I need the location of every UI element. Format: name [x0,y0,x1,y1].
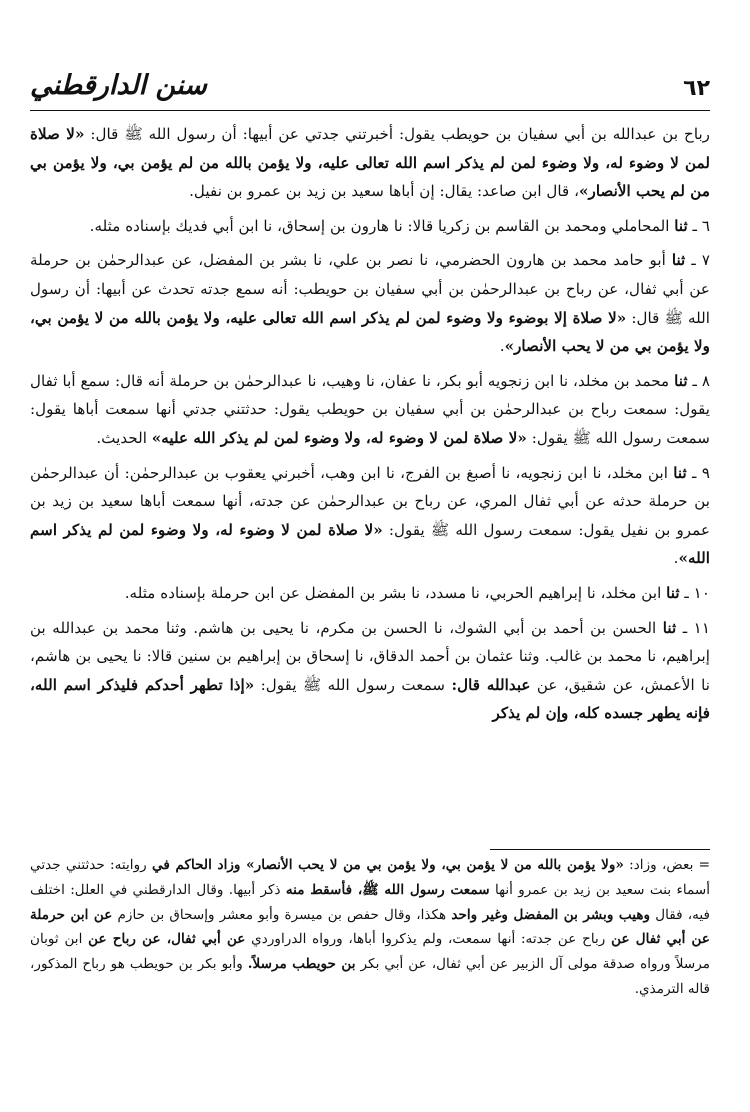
main-text [30,120,710,728]
bold-run: عن أبي ثفال، عن رباح عن [88,931,246,948]
header-rule [30,110,710,111]
text-run: . [673,549,679,568]
narration-keyword: ثنا [673,463,687,482]
text-run: = بعض، وزاد: [623,857,711,873]
hadith-text: «لا صلاة لمن لا وضوء له، ولا وضوء لمن لم يذكر اسم الله» [30,520,710,568]
narration-keyword: ثنا [674,216,688,235]
text-run: . [499,337,505,356]
hadith-11 [30,614,710,728]
hadith-number: ١١ ـ [676,618,710,637]
text-run: أبو حامد محمد بن هارون الحضرمي، نا نصر بن علي، نا بشر بن المفضل، عن عبدالرحمٰن بن حرملة عن أبي ثفال، عن رباح بن عبدالرحمٰن بن أبي سفيان بن حويطب: أنه سمع جدته تحدث عن أبيها: أن رسول الله ﷺ قال: [30,251,710,327]
narration-keyword: ثنا [671,251,686,270]
text-run: وأبو بكر بن حويطب هو رباح المذكور، قاله الترمذي. [30,956,710,997]
hadith-6 [30,212,710,241]
narration-keyword: ثنا [662,618,677,637]
text-run: رباح عن جدته: أنها سمعت، ولم يذكروا أباها، ورواه الدراوردي [245,931,612,948]
hadith-number: ١٠ ـ [679,583,710,602]
hadith-number: ٧ ـ [685,251,710,270]
bold-run: سمعت رسول الله ﷺ، فأسقط منه [285,881,490,898]
hadith-text: «لا صلاة لمن لا وضوء له، ولا وضوء لمن لم يذكر الله عليه» [151,428,527,447]
text-run: هكذا، وقال حفص بن ميسرة وأبو معشر وإسحاق بن حازم [112,906,452,923]
text-run: ، قال ابن صاعد: يقال: إن أباها سعيد بن زيد بن عمرو بن نفيل. [189,182,580,201]
narrator-name: عبدالله قال: [451,675,531,694]
bold-run: بن حويطب مرسلاً. [247,956,356,973]
bold-run: عن ابن حرملة عن أبي ثفال عن [30,906,711,948]
bold-run: وهيب وبشر بن المفضل وغير واحد [451,906,651,923]
text-run: محمد بن مخلد، نا ابن زنجويه أبو بكر، نا عفان، نا وهيب، نا عبدالرحمٰن بن حرملة أنه قال: سمع أبا ثفال يقول: سمعت رباح بن عبدالرحمٰن بن أبي سفيان بن حويطب يقول: حدثتني جدتي أنها سمعت أباها يقول: سمعت رسول الله ﷺ يقول: [30,371,710,447]
narration-keyword: ثنا [674,371,688,390]
narration-keyword: ثنا [666,583,680,602]
hadith-text: «إذا تطهر أحدكم فليذكر اسم الله، فإنه يطهر جسده كله، وإن لم يذكر [30,675,710,723]
hadith-9 [30,459,710,573]
running-title: سنن الدارقطني [30,70,207,101]
hadith-8 [30,367,710,453]
hadith-number: ٦ ـ [687,216,710,235]
hadith-number: ٩ ـ [686,463,710,482]
text-run: سمعت رسول الله ﷺ يقول: [254,675,452,694]
text-run: ابن ثوبان مرسلاً ورواه صدقة مولى آل الزبير عن أبي ثفال، عن أبي بكر [30,931,710,973]
text-run: الحديث. [96,428,152,447]
paragraph-continuation [30,120,710,206]
hadith-number: ٨ ـ [687,371,710,390]
hadith-text: «لا صلاة إلا بوضوء ولا وضوء لمن لم يذكر اسم الله تعالى عليه، ولا يؤمن بالله من لا يؤمن بي، ولا يؤمن بي من لا يحب الأنصار» [30,308,710,356]
text-run: ابن مخلد، نا إبراهيم الحربي، نا مسدد، نا بشر بن المفضل عن ابن حرملة بإسناده مثله. [124,583,667,602]
text-run: رباح بن عبدالله بن أبي سفيان بن حويطب يقول: أخبرتني جدتي عن أبيها: أن رسول الله ﷺ قال: [84,125,711,143]
text-run: المحاملي ومحمد بن القاسم بن زكريا قالا: نا هارون بن إسحاق، نا ابن أبي فديك بإسناده مثله. [89,216,675,235]
page-header [30,70,710,114]
text-run: الحسن بن أحمد بن أبي الشوك، نا الحسن بن مكرم، نا يحيى بن هاشم. وثنا محمد بن عبدالله بن إبراهيم، نا محمد بن غالب. وثنا عثمان بن أحمد الدقاق، نا إسحاق بن إبراهيم بن سنين قالا: نا يحيى بن هاشم، نا الأعمش، عن شقيق، عن [30,618,710,694]
footnote-rule [490,849,710,850]
hadith-10 [30,579,710,608]
text-run: ابن مخلد، نا ابن زنجويه، نا أصبغ بن الفرج، نا ابن وهب، أخبرني يعقوب بن عبدالرحمٰن: أن عبدالرحمٰن بن حرملة حدثه عن أبي ثفال المري، عن رباح بن عبدالرحمٰن عن جدته، أنها سمعت أباها سعيد بن زيد بن عمرو بن نفيل يقول: سمعت رسول الله ﷺ يقول: [30,463,711,539]
hadith-text: «لا صلاة لمن لا وضوء له، ولا وضوء لمن لم يذكر اسم الله تعالى عليه، ولا يؤمن بالله من لم يؤمن بي، ولا يؤمن بي من لم يحب الأنصار» [30,125,710,201]
hadith-7 [30,246,710,360]
footnote [30,853,710,1002]
footnote-text [30,853,710,1002]
text-run: روايته: حدثتني جدتي أسماء بنت سعيد بن زيد بن عمرو أنها [30,857,711,898]
bold-run: «ولا يؤمن بالله من لا يؤمن بي، ولا يؤمن بي من لا يحب الأنصار» وزاد الحاكم في [151,857,624,873]
text-run: ذكر أبيها. وقال الدارقطني في العلل: اختلف فيه، فقال [30,881,710,923]
page-number: ٦٢ [683,76,710,101]
